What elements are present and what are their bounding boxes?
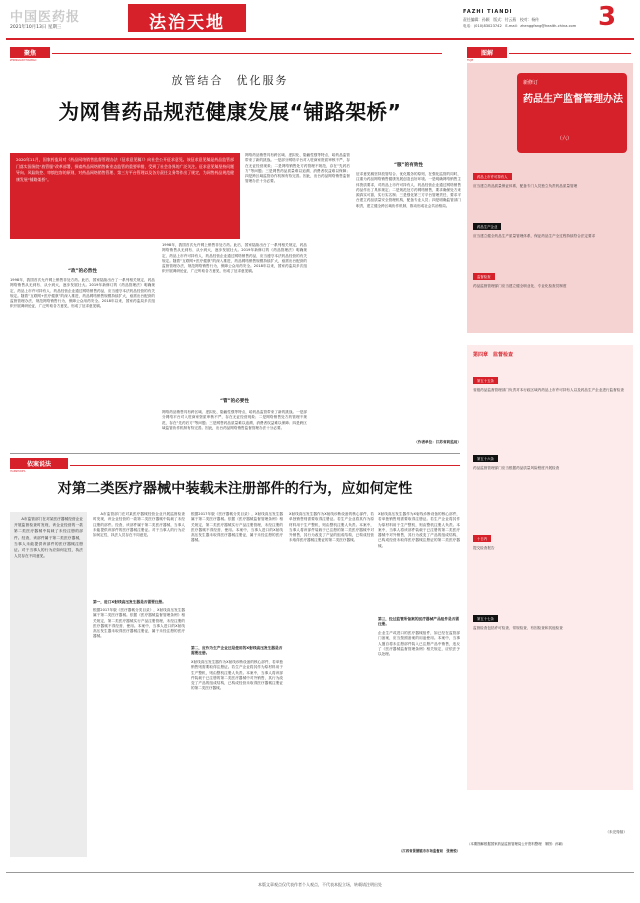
sidebar bbox=[467, 45, 633, 865]
sidebar-kicker: 图解 TUJIE bbox=[467, 47, 507, 62]
sidebar-kicker-rule bbox=[509, 53, 631, 54]
section-body-guan: 网络药品销售具有跨区域、虚拟化、隐蔽性强等特点，给药品监管带来了新的挑战。一是部分网络平台对入驻商家资质审核不严，存在无证经营现象；二是网络销售处方药管理不规范，存在“先药后方”等问题；三是网售药品质量难以追溯，消费者权益难以保障；四是跨区域监管协作机制有待完善。因此，出台药品网络销售监督管理办法十分必要。 bbox=[162, 410, 307, 430]
sidebar-byline: （未完待续） bbox=[605, 830, 627, 834]
lower-item-1: 第五十五条 省级药品监督管理部门负责对本行政区域内药品上市许可持有人以及药品生产企业进行监督检查 bbox=[473, 379, 624, 392]
section-title-zheng: “政”的必然性 bbox=[67, 269, 97, 274]
bottom-col3-body: 根据2017年版《医疗器械分类目录》，X射线高压发生器属于第二类医疗器械。依据《医疗器械监督管理条例》相关规定，第二类医疗器械实行产品注册管理，未经注册的医疗器械不得经营、使用。本案中，当事人进口的X射线高压发生器未取得医疗器械注册证，属于未经注册的医疗器械。 bbox=[191, 512, 283, 543]
lead-text: 2020年11月，国家药监局对《药品网络销售监督管理办法（征求意见稿）》向社会公开征求意见。该征求意见稿是药品监管部门落实国务院“放管服”改革部署，探索药品网络销售新业态监管的重要举措，受到了社会各界的广泛关注。征求意见稿坚持问题导向、风险防控、审慎包容的原则，对药品网络销售管理、第三方平台管理以及各方责任义务等作出了规定，为网售药品规范健康发展“铺路架桥”。 bbox=[16, 157, 235, 182]
bottom-headline: 对第二类医疗器械中装载未注册部件的行为，应如何定性 bbox=[57, 481, 413, 497]
bottom-section-2-body: X射线高压发生器作为X射线诊断设备的核心部件，若单独销售则需要取得注册证。若生产企业将其作为原材料用于生产整机，则由整机注册人负责。本案中，当事人将该部件装载于已注册的第二类医疗器械中对外销售，其行为改变了产品的组成结构，已构成经营未取得医疗器械注册证的第二类医疗器械。 bbox=[191, 660, 283, 691]
lead-box bbox=[10, 153, 240, 239]
case-intro: A市监管部门在对某医疗器械经营企业开展监督检查时发现，该企业经营的一款第二类医疗器械中装载了未经注册的部件。经查，该部件属于第二类医疗器械，当事人未能提供该部件的医疗器械注册证。对于当事人的行为应如何定性，执法人员存在不同意见。 bbox=[14, 517, 83, 559]
section-body-zheng: 1998年，我国首次允许网上销售非处方药。此后，国家陆续出台了一系列相关规定，药品网络销售从无到有、从小到大，逐步发展壮大。2019年新修订的《药品管理法》明确规定，药品上市许可持有人、药品经营企业通过网络销售药品，应当遵守本法药品经营的有关规定。随着“互联网+医疗健康”的深入推进，药品网络销售规模持续扩大，亟需出台配套的监督管理办法，规范网络销售行为，保障公众用药安全。2018年以来，国家药监局多次组织开展调研论证，广泛听取各方意见，形成了征求意见稿。 bbox=[10, 278, 155, 309]
bottom-col4-body: X射线高压发生器作为X射线诊断设备的核心部件，若单独销售则需要取得注册证。若生产企业将其作为原材料用于生产整机，则由整机注册人负责。本案中，当事人将该部件装载于已注册的第二类医疗器械中对外销售，其行为改变了产品的组成结构，已构成经营未取得医疗器械注册证的第二类医疗器械。 bbox=[289, 512, 374, 543]
bottom-kicker bbox=[10, 458, 68, 473]
bottom-section-2-title: 第二，应作为生产企业还是使用的X射线高压发生器是否需要注册。 bbox=[191, 646, 283, 655]
lower-item-3: 十日内 提交检查报告 bbox=[473, 537, 495, 550]
lower-item-4: 第五十七条 监督检查包括许可检查、常规检查、有因检查和其他检查 bbox=[473, 617, 563, 630]
masthead-date: 2021年10月13日 星期三 bbox=[10, 25, 62, 30]
kicker-sub-bottom: YIANSHUOFA bbox=[10, 470, 26, 473]
sidebar-note: （本期图解根据国家药品监督管理局公开资料整理 制图：孙颖） bbox=[467, 842, 566, 846]
bottom-section-1-body: 根据2017年版《医疗器械分类目录》，X射线高压发生器属于第二类医疗器械。依据《医疗器械监督管理条例》相关规定，第二类医疗器械实行产品注册管理，未经注册的医疗器械不得经营、使用。本案中，当事人进口的X射线高压发生器未取得医疗器械注册证，属于未经注册的医疗器械。 bbox=[93, 608, 185, 639]
masthead-rule bbox=[6, 38, 634, 40]
kicker-sub: ZHONGGUOYIYAOBAO bbox=[10, 59, 37, 62]
bottom-section-3-body: 企业生产或进口的医疗器械组件，如已经在监管部门备案，应当按照备案的用途使用。本案中，当事人擅自将未注册部件装入已注册产品中销售，违反了《医疗器械监督管理条例》相关规定，应依法予以处理。 bbox=[378, 631, 460, 657]
page-number: 3 bbox=[598, 2, 617, 32]
bottom-section-3-title: 第三，经过监管所备案的医疗器械产品组件是否需注册。 bbox=[378, 617, 460, 626]
top-byline: （作者单位：江苏省药监局） bbox=[414, 440, 461, 444]
top-headline: 为网售药品规范健康发展“铺路架桥” bbox=[58, 100, 402, 124]
kicker-tag: 聚焦 bbox=[10, 47, 50, 58]
top-kicker bbox=[10, 47, 50, 62]
section-name: 法治天地 bbox=[149, 13, 225, 33]
paper-logo: 中国医药报 bbox=[10, 10, 81, 25]
kicker-rule-bottom bbox=[70, 465, 460, 466]
item-1: 药品上市许可持有人 应当建立药品质量保证体系，配备专门人员独立负责药品质量管理 bbox=[473, 175, 578, 188]
sidebar-lower bbox=[467, 345, 633, 790]
editor-line: 责任编辑：孙颖 版式：付云燕 校对：杨传 bbox=[463, 17, 539, 22]
card-title: 药品生产监督管理办法 bbox=[523, 94, 623, 105]
sidebar-lower-title: 第四章 监督检查 bbox=[473, 352, 514, 358]
kicker-tag-bottom: 依案说法 bbox=[10, 458, 68, 469]
card-label: 新修订 bbox=[523, 80, 539, 86]
col3-body: 网络药品销售具有跨区域、虚拟化、隐蔽性强等特点，给药品监管带来了新的挑战。一是部分网络平台对入驻商家资质审核不严，存在无证经营现象；二是网络销售处方药管理不规范，存在“先药后方”等问题；三是网售药品质量难以追溯，消费者权益难以保障；四是跨区域监管协作机制有待完善。因此，出台药品网络销售监督管理办法十分必要。 bbox=[245, 153, 350, 184]
footer-text: 本版文章观点仅代表作者个人观点，不代表本报立场，转载请注明出处 bbox=[258, 882, 382, 887]
article-divider bbox=[10, 453, 460, 454]
section-body-fu-1: 征求意见稿坚持放管结合、优化服务的原则，在强化监管的同时，注重为药品网络销售健康发展创造良好环境。一是明确网络销售主体资质要求，对药品上市许可持有人、药品经营企业通过网络销售药品作出了具体规定；二是规范处方药网络销售，要求确保处方来源真实可靠，实行实名制；三是强化第三方平台管理责任，要求平台建立药品质量安全管理机构，配备专业人员；四是明确监管部门职责，建立健全跨区域协作机制，推动形成社会共治格局。 bbox=[356, 172, 461, 208]
footer-rule bbox=[6, 872, 634, 873]
section-pinyin: FAZHI TIANDI bbox=[463, 9, 513, 15]
item-2: 药品生产企业 应当建立健全药品生产质量管理体系，保证药品生产全过程持续符合法定要求 bbox=[473, 225, 596, 238]
bottom-col2-body: A市监管部门在对某医疗器械经营企业开展监督检查时发现，该企业经营的一款第二类医疗器械中装载了未经注册的部件。经查，该部件属于第二类医疗器械，当事人未能提供该部件的医疗器械注册证。对于当事人的行为应如何定性，执法人员存在不同意见。 bbox=[93, 512, 185, 538]
card-part: （六） bbox=[557, 136, 573, 142]
section-title-guan: “管”的必要性 bbox=[219, 399, 249, 404]
case-box bbox=[10, 512, 87, 857]
illustration-card bbox=[467, 63, 633, 333]
phone-line: 电话：(010)83023742 E-mail：zhenggfang@health-china.com bbox=[463, 24, 577, 28]
col2-body: 1998年，我国首次允许网上销售非处方药。此后，国家陆续出台了一系列相关规定，药品网络销售从无到有、从小到大，逐步发展壮大。2019年新修订的《药品管理法》明确规定，药品上市许可持有人、药品经营企业通过网络销售药品，应当遵守本法药品经营的有关规定。随着“互联网+医疗健康”的深入推进，药品网络销售规模持续扩大，亟需出台配套的监督管理办法，规范网络销售行为，保障公众用药安全。2018年以来，国家药监局多次组织开展调研论证，广泛听取各方意见，形成了征求意见稿。 bbox=[162, 243, 307, 274]
top-subtitle: 放管结合 优化服务 bbox=[171, 74, 289, 87]
lower-item-2: 第五十六条 药品监督管理部门应当根据药品质量风险程度开展检查 bbox=[473, 457, 560, 470]
bottom-byline: （江西省景德镇市市场监督局 张俊悦） bbox=[398, 849, 460, 853]
bottom-col5-body: X射线高压发生器作为X射线诊断设备的核心部件，若单独销售则需要取得注册证。若生产企业将其作为原材料用于生产整机，则由整机注册人负责。本案中，当事人将该部件装载于已注册的第二类医疗器械中对外销售，其行为改变了产品的组成结构，已构成经营未取得医疗器械注册证的第二类医疗器械。 bbox=[378, 512, 460, 548]
masthead bbox=[0, 0, 640, 40]
kicker-rule bbox=[52, 53, 442, 54]
bottom-section-1-title: 第一，进口X射线高压发生器是否需要注册。 bbox=[93, 600, 166, 604]
item-3: 监督检查 药品监督管理部门应当建立健全职业化、专业化检查员制度 bbox=[473, 275, 567, 288]
section-title-fu: “服”的有效性 bbox=[393, 163, 423, 168]
